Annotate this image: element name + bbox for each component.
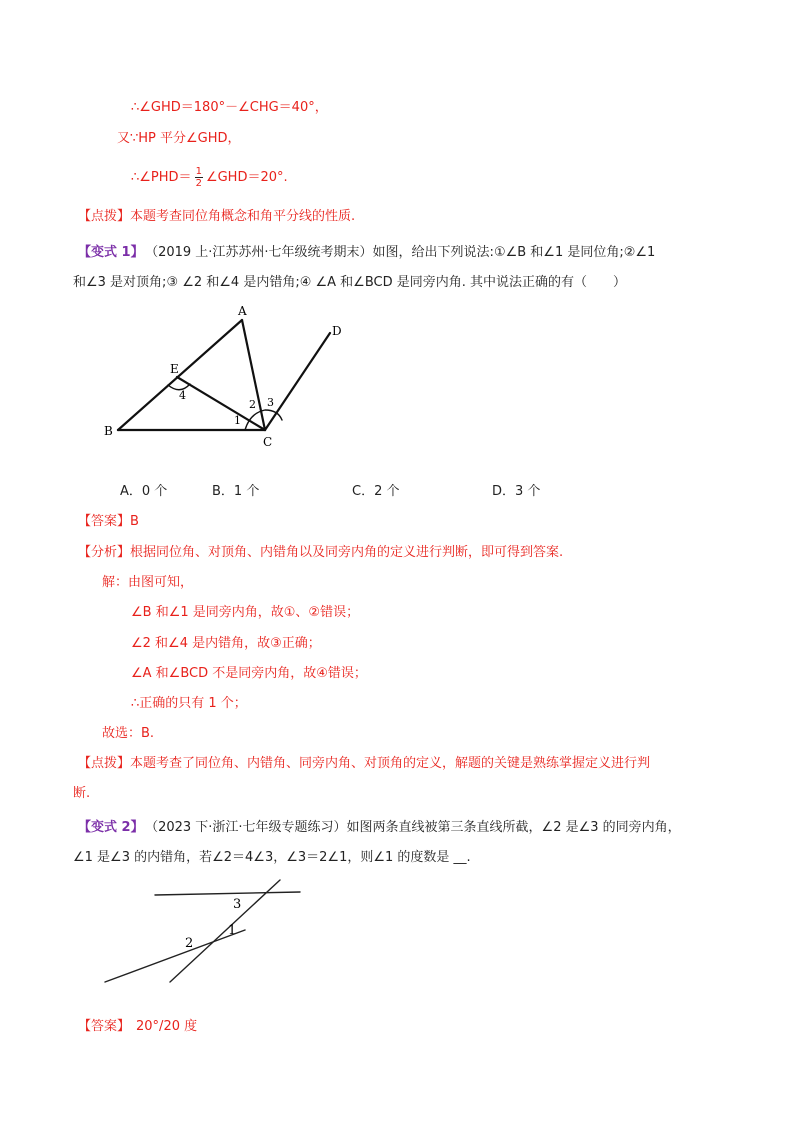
solution-intro: 解：由图可知， [102, 575, 194, 590]
figure-label: D [332, 324, 342, 338]
answer-value: 20°/20 度 [136, 1019, 198, 1034]
option-d: D．3 个 [492, 484, 541, 499]
solution-choose: 故选：B. [102, 726, 155, 741]
variant-2-question-line-1 [78, 818, 681, 838]
variant-2-tag: 【变式 2】 [78, 820, 144, 835]
variant-1-question-line-2: 和∠3 是对顶角;③ ∠2 和∠4 是内错角;④ ∠A 和∠BCD 是同旁内角. 其中说法正确的有（ ） [73, 275, 627, 290]
tip-tag: 【点拨】 [78, 756, 131, 771]
variant-1-answer [78, 512, 139, 532]
variant-1-analysis [78, 543, 563, 563]
variant-1-tip-line-2: 断. [73, 786, 91, 801]
tip-text: 本题考查了同位角、内错角、同旁内角、对顶角的定义，解题的关键是熟练掌握定义进行判 [130, 756, 651, 771]
analysis-tag: 【分析】 [78, 545, 131, 560]
figure-label: C [263, 435, 273, 449]
figure-label: 1 [234, 414, 241, 427]
tip-1 [78, 207, 355, 227]
figure-label: A [238, 304, 247, 318]
fraction-denominator: 2 [195, 178, 202, 189]
variant-1-tag: 【变式 1】 [78, 245, 144, 260]
answer-value: B [130, 514, 139, 529]
variant-1-question-text-1: （2019 上·江苏苏州·七年级统考期末）如图，给出下列说法:①∠B 和∠1 是同位角;②∠1 [151, 245, 656, 260]
figure-label: 1 [228, 923, 237, 938]
solution-line-3-suffix: ∠GHD＝20°. [205, 170, 288, 185]
figure-label: E [170, 362, 179, 376]
solution-line-3 [131, 166, 288, 189]
variant-1-question-line-1 [78, 243, 655, 263]
variant-1-tip-line-1 [78, 754, 650, 774]
solution-line-3-prefix: ∴∠PHD＝ [131, 170, 192, 185]
figure-label: 3 [267, 396, 274, 409]
figure-label: 2 [185, 936, 194, 951]
option-b: B．1 个 [212, 484, 260, 499]
tip-1-tag: 【点拨】 [78, 209, 131, 224]
variant-2-figure [100, 875, 310, 990]
variant-1-figure [100, 300, 360, 450]
option-c: C．2 个 [352, 484, 400, 499]
solution-step-2: ∠2 和∠4 是内错角，故③正确； [131, 636, 321, 651]
figure-label: 2 [249, 398, 256, 411]
tip-1-text: 本题考查同位角概念和角平分线的性质. [130, 209, 356, 224]
fraction-numerator: 1 [195, 166, 202, 177]
solution-line-2: 又∵HP 平分∠GHD， [117, 131, 241, 146]
variant-2-question-line-2: ∠1 是∠3 的内错角，若∠2＝4∠3，∠3＝2∠1，则∠1 的度数是 __. [73, 850, 471, 865]
option-a: A．0 个 [120, 484, 168, 499]
figure-label: 4 [179, 389, 186, 402]
solution-step-3: ∠A 和∠BCD 不是同旁内角，故④错误； [131, 666, 367, 681]
fraction-one-half [195, 166, 203, 189]
solution-step-4: ∴正确的只有 1 个； [131, 696, 247, 711]
variant-2-answer [78, 1017, 197, 1037]
solution-line-1: ∴∠GHD＝180°－∠CHG＝40°， [131, 100, 328, 115]
analysis-text: 根据同位角、对顶角、内错角以及同旁内角的定义进行判断，即可得到答案. [130, 545, 564, 560]
figure-label: B [104, 424, 113, 438]
answer-tag: 【答案】 [78, 1019, 131, 1034]
answer-tag: 【答案】 [78, 514, 131, 529]
figure-label: 3 [233, 897, 242, 912]
solution-step-1: ∠B 和∠1 是同旁内角，故①、②错误； [131, 605, 360, 620]
variant-2-question-text-1: （2023 下·浙江·七年级专题练习）如图两条直线被第三条直线所截，∠2 是∠3 的同旁内角， [151, 820, 681, 835]
